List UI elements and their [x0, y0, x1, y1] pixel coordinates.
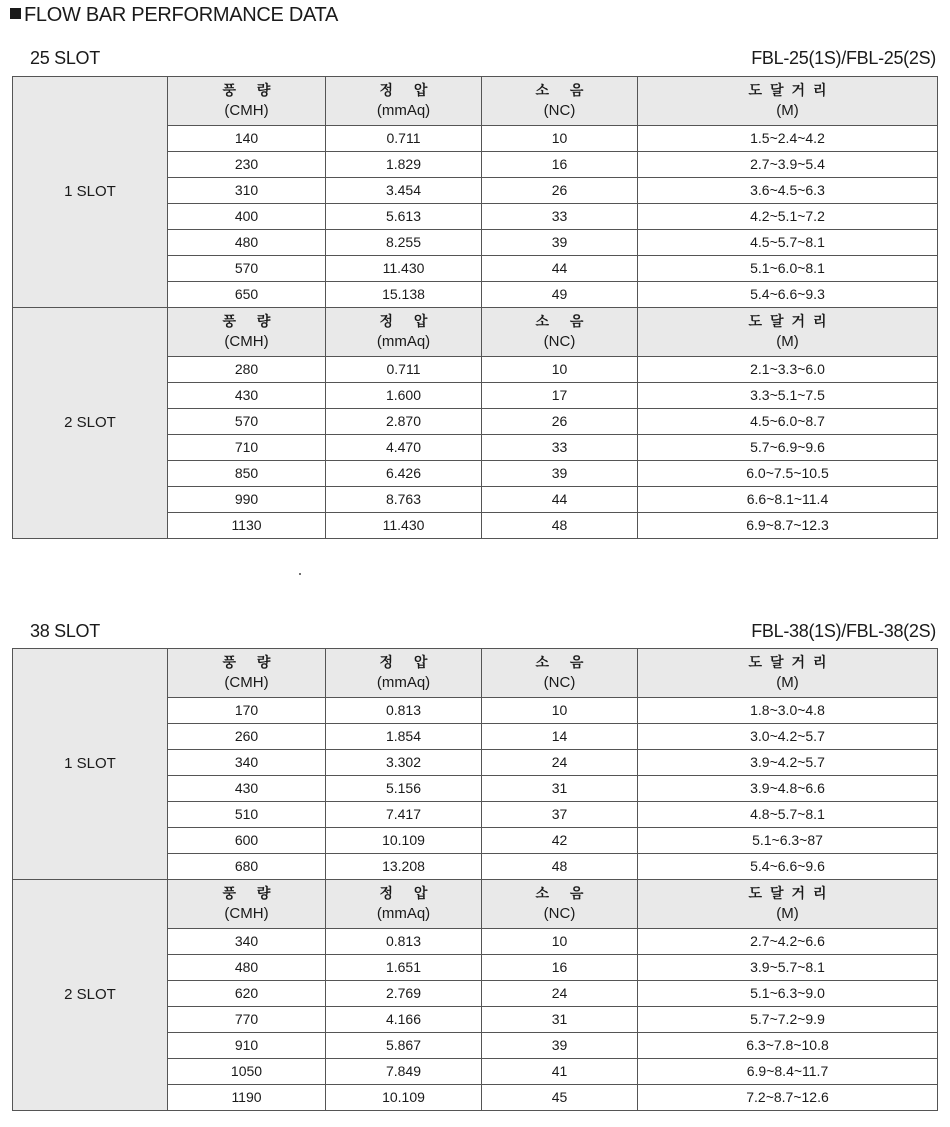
cell-throw: 6.0~7.5~10.5: [638, 461, 938, 487]
cell-noise: 49: [482, 282, 638, 308]
column-header-flow: [168, 308, 326, 357]
column-header-unit: (CMH): [224, 905, 269, 922]
cell-pressure: 8.763: [326, 487, 482, 513]
column-header-korean: 소 음: [535, 83, 592, 99]
cell-throw: 6.6~8.1~11.4: [638, 487, 938, 513]
cell-throw: 5.1~6.3~9.0: [638, 981, 938, 1007]
slot-label: 1 SLOT: [13, 77, 168, 308]
cell-throw: 3.9~4.8~6.6: [638, 776, 938, 802]
column-header-unit: (CMH): [224, 333, 269, 350]
cell-noise: 26: [482, 178, 638, 204]
cell-flow: 480: [168, 230, 326, 256]
cell-pressure: 1.829: [326, 152, 482, 178]
cell-noise: 10: [482, 357, 638, 383]
cell-throw: 5.1~6.3~87: [638, 828, 938, 854]
cell-noise: 44: [482, 487, 638, 513]
cell-noise: 17: [482, 383, 638, 409]
column-header-flow: [168, 880, 326, 929]
column-header-noise: [482, 880, 638, 929]
section-name: 38 SLOT: [30, 621, 100, 641]
cell-flow: 600: [168, 828, 326, 854]
column-header-throw: [638, 880, 938, 929]
column-header-unit: (M): [776, 333, 799, 350]
column-header-korean: 정 압: [379, 83, 436, 99]
column-header-flow: [168, 77, 326, 126]
slot-label: 2 SLOT: [13, 880, 168, 1111]
column-header-korean: 도달거리: [748, 655, 835, 671]
column-header-korean: 소 음: [535, 655, 592, 671]
cell-throw: 5.4~6.6~9.6: [638, 854, 938, 880]
column-header-pressure: [326, 880, 482, 929]
column-header-unit: (CMH): [224, 102, 269, 119]
cell-throw: 5.7~7.2~9.9: [638, 1007, 938, 1033]
cell-pressure: 8.255: [326, 230, 482, 256]
cell-pressure: 1.600: [326, 383, 482, 409]
column-header-unit: (NC): [543, 333, 576, 350]
column-header-korean: 도달거리: [748, 314, 835, 330]
column-header-flow: [168, 649, 326, 698]
cell-throw: 3.3~5.1~7.5: [638, 383, 938, 409]
cell-noise: 33: [482, 204, 638, 230]
slot-label: 1 SLOT: [13, 649, 168, 880]
cell-pressure: 2.870: [326, 409, 482, 435]
cell-noise: 41: [482, 1059, 638, 1085]
cell-flow: 430: [168, 776, 326, 802]
cell-flow: 510: [168, 802, 326, 828]
page-title: [10, 4, 338, 27]
cell-pressure: 2.769: [326, 981, 482, 1007]
cell-noise: 48: [482, 513, 638, 539]
column-header-korean: 풍 량: [222, 314, 279, 330]
cell-noise: 16: [482, 152, 638, 178]
cell-throw: 3.6~4.5~6.3: [638, 178, 938, 204]
cell-throw: 4.2~5.1~7.2: [638, 204, 938, 230]
cell-throw: 3.0~4.2~5.7: [638, 724, 938, 750]
model-code: FBL-25(1S)/FBL-25(2S): [751, 48, 936, 68]
cell-flow: 570: [168, 409, 326, 435]
cell-pressure: 5.156: [326, 776, 482, 802]
cell-throw: 2.1~3.3~6.0: [638, 357, 938, 383]
cell-noise: 44: [482, 256, 638, 282]
cell-noise: 10: [482, 698, 638, 724]
cell-throw: 5.4~6.6~9.3: [638, 282, 938, 308]
cell-pressure: 6.426: [326, 461, 482, 487]
performance-table-38-slot: [12, 648, 938, 1111]
page-title-text: FLOW BAR PERFORMANCE DATA: [24, 4, 339, 26]
cell-throw: 6.3~7.8~10.8: [638, 1033, 938, 1059]
cell-throw: 3.9~4.2~5.7: [638, 750, 938, 776]
column-header-pressure: [326, 649, 482, 698]
cell-noise: 14: [482, 724, 638, 750]
cell-throw: 6.9~8.4~11.7: [638, 1059, 938, 1085]
performance-table-25-slot: [12, 76, 938, 539]
cell-flow: 340: [168, 750, 326, 776]
cell-throw: 3.9~5.7~8.1: [638, 955, 938, 981]
cell-throw: 7.2~8.7~12.6: [638, 1085, 938, 1111]
cell-pressure: 5.867: [326, 1033, 482, 1059]
cell-noise: 42: [482, 828, 638, 854]
cell-throw: 6.9~8.7~12.3: [638, 513, 938, 539]
cell-noise: 33: [482, 435, 638, 461]
cell-flow: 570: [168, 256, 326, 282]
cell-flow: 680: [168, 854, 326, 880]
column-header-throw: [638, 649, 938, 698]
cell-flow: 170: [168, 698, 326, 724]
cell-flow: 400: [168, 204, 326, 230]
cell-flow: 1130: [168, 513, 326, 539]
column-header-korean: 도달거리: [748, 886, 835, 902]
table-header-row: [13, 77, 938, 126]
cell-noise: 24: [482, 750, 638, 776]
column-header-noise: [482, 308, 638, 357]
cell-noise: 39: [482, 230, 638, 256]
cell-flow: 650: [168, 282, 326, 308]
cell-flow: 990: [168, 487, 326, 513]
cell-noise: 31: [482, 776, 638, 802]
column-header-korean: 정 압: [379, 314, 436, 330]
cell-noise: 31: [482, 1007, 638, 1033]
cell-flow: 260: [168, 724, 326, 750]
cell-noise: 24: [482, 981, 638, 1007]
column-header-korean: 소 음: [535, 314, 592, 330]
column-header-unit: (NC): [543, 102, 576, 119]
cell-noise: 39: [482, 1033, 638, 1059]
cell-pressure: 11.430: [326, 513, 482, 539]
cell-throw: 2.7~4.2~6.6: [638, 929, 938, 955]
slot-label: 2 SLOT: [13, 308, 168, 539]
section-header-25-slot: [12, 46, 938, 72]
column-header-pressure: [326, 77, 482, 126]
cell-noise: 10: [482, 929, 638, 955]
square-bullet-icon: [10, 8, 21, 19]
cell-flow: 910: [168, 1033, 326, 1059]
cell-noise: 26: [482, 409, 638, 435]
column-header-unit: (mmAq): [376, 905, 431, 922]
cell-throw: 2.7~3.9~5.4: [638, 152, 938, 178]
cell-flow: 280: [168, 357, 326, 383]
cell-pressure: 3.302: [326, 750, 482, 776]
cell-pressure: 1.854: [326, 724, 482, 750]
table-header-row: [13, 308, 938, 357]
cell-pressure: 15.138: [326, 282, 482, 308]
cell-pressure: 0.813: [326, 929, 482, 955]
cell-throw: 5.7~6.9~9.6: [638, 435, 938, 461]
cell-flow: 1190: [168, 1085, 326, 1111]
column-header-korean: 소 음: [535, 886, 592, 902]
cell-throw: 4.8~5.7~8.1: [638, 802, 938, 828]
cell-flow: 430: [168, 383, 326, 409]
column-header-noise: [482, 649, 638, 698]
column-header-throw: [638, 77, 938, 126]
column-header-pressure: [326, 308, 482, 357]
cell-flow: 850: [168, 461, 326, 487]
cell-pressure: 10.109: [326, 1085, 482, 1111]
section-name: 25 SLOT: [30, 48, 100, 68]
cell-throw: 5.1~6.0~8.1: [638, 256, 938, 282]
column-header-korean: 풍 량: [222, 655, 279, 671]
cell-noise: 45: [482, 1085, 638, 1111]
cell-pressure: 11.430: [326, 256, 482, 282]
cell-throw: 4.5~6.0~8.7: [638, 409, 938, 435]
cell-flow: 770: [168, 1007, 326, 1033]
column-header-throw: [638, 308, 938, 357]
cell-flow: 480: [168, 955, 326, 981]
column-header-unit: (M): [776, 905, 799, 922]
column-header-unit: (NC): [543, 674, 576, 691]
cell-pressure: 0.711: [326, 357, 482, 383]
cell-pressure: 5.613: [326, 204, 482, 230]
column-header-unit: (NC): [543, 905, 576, 922]
column-header-unit: (mmAq): [376, 674, 431, 691]
cell-flow: 1050: [168, 1059, 326, 1085]
column-header-unit: (M): [776, 102, 799, 119]
cell-pressure: 4.470: [326, 435, 482, 461]
model-code: FBL-38(1S)/FBL-38(2S): [751, 621, 936, 641]
cell-pressure: 1.651: [326, 955, 482, 981]
cell-pressure: 4.166: [326, 1007, 482, 1033]
column-header-korean: 풍 량: [222, 83, 279, 99]
cell-noise: 39: [482, 461, 638, 487]
table-header-row: [13, 649, 938, 698]
column-header-korean: 풍 량: [222, 886, 279, 902]
cell-pressure: 0.813: [326, 698, 482, 724]
cell-noise: 48: [482, 854, 638, 880]
cell-throw: 4.5~5.7~8.1: [638, 230, 938, 256]
column-header-unit: (CMH): [224, 674, 269, 691]
cell-noise: 16: [482, 955, 638, 981]
column-header-korean: 도달거리: [748, 83, 835, 99]
cell-flow: 140: [168, 126, 326, 152]
column-header-unit: (M): [776, 674, 799, 691]
cell-flow: 310: [168, 178, 326, 204]
cell-pressure: 7.849: [326, 1059, 482, 1085]
cell-pressure: 7.417: [326, 802, 482, 828]
cell-noise: 37: [482, 802, 638, 828]
column-header-unit: (mmAq): [376, 333, 431, 350]
column-header-korean: 정 압: [379, 655, 436, 671]
column-header-korean: 정 압: [379, 886, 436, 902]
table-header-row: [13, 880, 938, 929]
cell-noise: 10: [482, 126, 638, 152]
cell-pressure: 0.711: [326, 126, 482, 152]
cell-pressure: 10.109: [326, 828, 482, 854]
cell-flow: 230: [168, 152, 326, 178]
cell-throw: 1.8~3.0~4.8: [638, 698, 938, 724]
cell-pressure: 13.208: [326, 854, 482, 880]
cell-flow: 710: [168, 435, 326, 461]
cell-throw: 1.5~2.4~4.2: [638, 126, 938, 152]
cell-flow: 620: [168, 981, 326, 1007]
cell-pressure: 3.454: [326, 178, 482, 204]
column-header-noise: [482, 77, 638, 126]
cell-flow: 340: [168, 929, 326, 955]
speck-dot: [299, 573, 301, 575]
column-header-unit: (mmAq): [376, 102, 431, 119]
section-header-38-slot: [12, 619, 938, 645]
